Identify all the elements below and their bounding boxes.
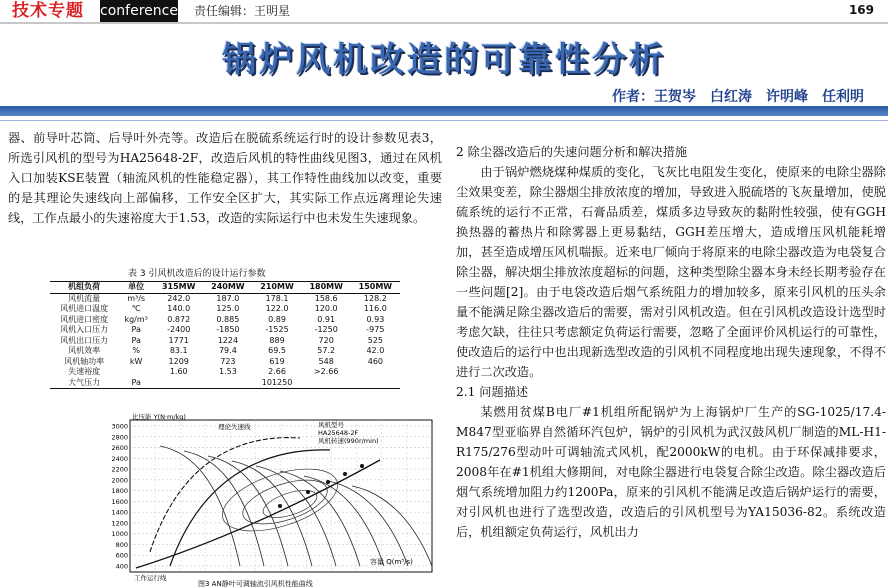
y-tick-label: 1800 — [111, 487, 128, 496]
table-cell: 140.0 — [167, 304, 191, 313]
table-cell: 619 — [269, 356, 285, 366]
model-value: HA25648-2F — [318, 429, 359, 437]
left-column — [8, 128, 442, 228]
table-cell: 187.0 — [216, 293, 240, 303]
y-tick-label: 1400 — [111, 508, 128, 517]
model-label: 风机型号 — [318, 421, 344, 429]
table-cell — [154, 378, 203, 389]
row-label: 风机入口压力 — [60, 325, 109, 334]
table-cell: 720 — [318, 335, 334, 345]
table-cell: 101250 — [252, 378, 301, 389]
table-cell: 525 — [367, 335, 384, 345]
legend-theory-stall: 理论失速线 — [218, 423, 251, 431]
table-cell: 120.0 — [314, 304, 338, 313]
operating-point — [306, 490, 310, 494]
subsection-heading: 2.1 问题描述 — [456, 385, 529, 399]
column-header: 机组负荷 — [50, 282, 118, 294]
table-cell: 57.2 — [317, 346, 336, 355]
conference-tag: conference — [100, 0, 178, 22]
y-axis-title: 比压能 Y(N·m/kg) — [132, 413, 186, 421]
operating-point — [326, 480, 330, 484]
operating-point — [343, 472, 347, 476]
table-caption: 表 3 引风机改造后的设计运行参数 — [128, 269, 266, 279]
body-paragraph: 器、前导叶芯筒、后导叶外壳等。改造后在脱硫系统运行时的设计参数见表3，所选引风机的型号为HA25648-2F，改造后风机的特性曲线见图3，通过在风机入口加装KSE装置（轴流风机的性能稳定器），其工作特性曲线加以改变，重要的是其理论失速线向上部偏移，工作安全区扩大，其实际工作点远离理论失速线，工作点最小的失速裕度大于1.53，改造的实际运行中也未发生失速现象。 — [8, 131, 442, 225]
table-row — [50, 357, 400, 368]
author-line — [612, 86, 864, 106]
section-heading: 2 除尘器改造后的失速问题分析和解决措施 — [456, 145, 688, 159]
row-label: 风机轴功率 — [64, 356, 105, 366]
row-label: 大气压力 — [50, 378, 118, 389]
table-cell — [203, 378, 252, 389]
table-cell: -1525 — [265, 325, 289, 334]
table-cell: 128.2 — [363, 293, 387, 303]
y-tick-label: 800 — [115, 540, 128, 549]
row-label: 风机流量 — [68, 293, 101, 303]
body-paragraph: 由于锅炉燃烧煤种煤质的变化，飞灰比电阻发生变化，使原来的电除尘器除尘效果变差，除尘器烟尘排放浓度的增加，导致进入脱硫塔的飞灰量增加，使脱硫系统的运行不正常，石膏品质差，煤质多边导致灰的黏附性较强，使有GGH换热器的蓄热片和除雾器上更易黏结，GGH差压增大，造成增压风机能耗增加，甚至造成增压风机喘振。近来电厂倾向于将原来的电除尘器改造为电袋复合除尘器，解决烟尘排放浓度超标的问题，这种类型除尘器本身未经长期考验存在一些问题[2]。由于电袋改造后烟气系统阻力的增加较多，原来引风机的压头余量不能满足除尘器改造后的需要，需对引风机改造。但在引风机改造设计选型时考虑欠缺，往往只考虑额定负荷运行需要，忽略了全面评价风机运行的可靠性，使改造后的运行中也出现新选型改造的引风机不同程度地出现失速现象，不得不进行二次改造。 — [456, 165, 886, 379]
table-row — [50, 304, 400, 315]
y-tick-label: 1200 — [111, 519, 128, 528]
table-cell: -975 — [366, 325, 385, 334]
table-cell: 548 — [318, 356, 334, 366]
operating-point — [360, 464, 364, 468]
page-header — [0, 0, 888, 22]
table-cell: 1209 — [168, 356, 189, 366]
table-cell — [351, 367, 400, 378]
table-cell: 0.872 — [167, 314, 191, 324]
y-tick-label: 2200 — [111, 465, 128, 474]
title-band-line — [0, 120, 888, 121]
table-cell: kW — [129, 356, 143, 366]
page-number: 169 — [848, 3, 874, 17]
table-cell: 242.0 — [167, 293, 191, 303]
table-cell: -1850 — [216, 325, 240, 334]
table-cell: 158.6 — [314, 293, 338, 303]
table-row — [50, 293, 400, 304]
column-header: 单位 — [118, 282, 154, 294]
table-cell: 178.1 — [265, 293, 289, 303]
fan-performance-chart — [96, 412, 438, 588]
header-divider — [0, 22, 888, 24]
body-paragraph: 某燃用贫煤B电厂#1机组所配锅炉为上海锅炉厂生产的SG-1025/17.4-M847型亚临界自然循环汽包炉，锅炉的引风机为武汉鼓风机厂制造的ML-H1-R175/276型动叶可调轴流式风机，配2000kW的电机。由于环保减排要求，2008年在#1机组大修期间，对电除尘器进行电袋复合除尘改造。除尘器改造后烟气系统增加阻力约1200Pa，原来的引风机不能满足改造后锅炉运行的需要，对引风机也进行了选型改造，改造后的引风机型号为YA15036-82。系统改造后，机组额定负荷运行，风机出力 — [456, 405, 886, 539]
working-line-label: 工作运行线 — [134, 574, 167, 582]
table-row — [50, 378, 400, 389]
table-header-row — [50, 282, 400, 294]
author-name: 王贺岑 — [654, 89, 696, 105]
table-cell: 2.66 — [268, 367, 286, 376]
title-band — [0, 106, 888, 116]
figure-caption: 图3 AN静叶可调轴流引风机性能曲线 — [198, 580, 313, 588]
table-cell — [118, 367, 154, 378]
y-tick-label: 2400 — [111, 454, 128, 463]
table-cell: 723 — [220, 356, 236, 366]
author-name: 任利明 — [822, 89, 864, 105]
table-cell: 0.885 — [216, 314, 240, 324]
table-cell: ℃ — [131, 304, 141, 313]
table-cell: 79.4 — [218, 346, 237, 355]
table-row — [50, 346, 400, 357]
table-row — [50, 325, 400, 336]
author-name: 白红涛 — [710, 89, 752, 105]
table-cell: 116.0 — [363, 304, 387, 313]
y-tick-label: 1600 — [111, 497, 128, 506]
table-row — [50, 367, 400, 378]
table-cell: 1.53 — [218, 367, 237, 376]
row-label: 风机进口温度 — [60, 304, 109, 313]
table-cell: 460 — [367, 356, 384, 366]
row-label: 风机出口压力 — [60, 335, 109, 345]
column-header: 315MW — [154, 282, 203, 294]
row-label: 风机进口密度 — [60, 314, 109, 324]
y-tick-label: 3000 — [111, 422, 128, 431]
table-cell: kg/m³ — [124, 314, 148, 324]
y-tick-label: 400 — [115, 562, 128, 571]
right-column — [456, 142, 886, 542]
y-tick-label: 2600 — [111, 444, 128, 453]
row-label: 失速裕度 — [68, 367, 101, 376]
editor-credit: 责任编辑：王明星 — [194, 4, 291, 18]
parameter-table — [50, 281, 400, 389]
table-cell: 1.60 — [169, 367, 188, 376]
table-cell: 125.0 — [216, 304, 240, 313]
table-cell: m³/s — [127, 293, 146, 303]
table-cell: 1224 — [217, 335, 239, 345]
operating-point — [278, 504, 282, 508]
y-tick-label: 1000 — [111, 530, 128, 539]
table-cell: >2.66 — [313, 367, 339, 376]
table-cell: 1771 — [168, 335, 189, 345]
article-title: 锅炉风机改造的可靠性分析 — [222, 40, 666, 80]
x-axis-title: 容量 Q(m³/s) — [370, 558, 413, 566]
table-cell — [351, 378, 400, 389]
column-header: 210MW — [252, 282, 301, 294]
column-header: 240MW — [203, 282, 252, 294]
table-cell: Pa — [131, 325, 141, 334]
table-cell: 83.1 — [169, 346, 188, 355]
section-tag: 技术专题 — [12, 1, 84, 21]
y-tick-label: 2000 — [111, 476, 128, 485]
table-row — [50, 315, 400, 326]
table-cell: 69.5 — [268, 346, 286, 355]
speed-label: 风机转速(990r/min) — [318, 437, 379, 445]
table-cell — [302, 378, 351, 389]
table-cell: -1250 — [314, 325, 338, 334]
author-name: 许明峰 — [766, 89, 808, 105]
table-cell: 122.0 — [265, 304, 289, 313]
column-header: 180MW — [302, 282, 351, 294]
table-cell: 0.91 — [317, 314, 336, 324]
table-cell: Pa — [118, 378, 154, 389]
table-cell: 0.93 — [366, 314, 385, 324]
table-cell: -2400 — [167, 325, 191, 334]
column-header: 150MW — [351, 282, 400, 294]
table-row — [50, 336, 400, 347]
table-cell: 0.89 — [268, 314, 286, 324]
row-label: 风机效率 — [68, 346, 101, 355]
table-cell: 42.0 — [366, 346, 385, 355]
y-tick-label: 2800 — [111, 433, 128, 442]
table-cell: 889 — [269, 335, 285, 345]
y-tick-label: 600 — [115, 551, 128, 560]
table-cell: % — [132, 346, 140, 355]
authors-label: 作者： — [612, 89, 654, 105]
table-cell: Pa — [131, 335, 141, 345]
